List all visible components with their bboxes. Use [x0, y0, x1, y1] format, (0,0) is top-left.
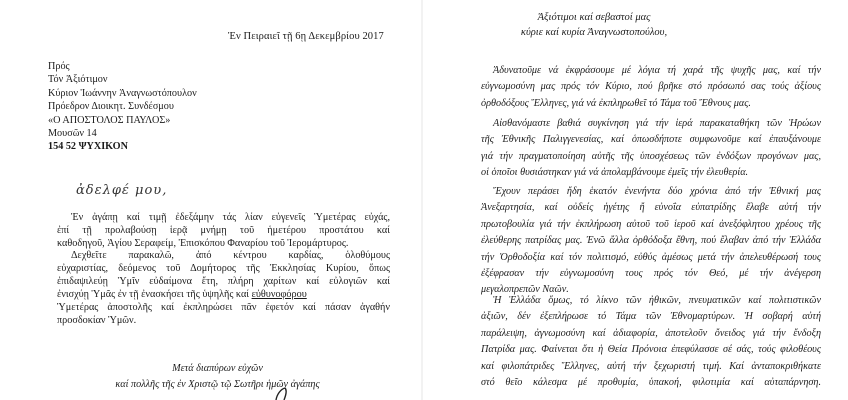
closing-line: καί πολλῆς τῆς ἐν Χριστῷ τῷ Σωτῆρι ἡμῶν ἀγάπης — [115, 379, 320, 390]
text-line — [57, 289, 390, 302]
text-line: προσδοκίαν Ὑμῶν. — [57, 314, 137, 326]
text-line: Ἡ Ἑλλάδα ὅμως, τό λίκνο τῶν ἠθικῶν, πνευματικῶν καί πολιτιστικῶν — [493, 295, 821, 306]
address-line: Πρόεδρον Διοικητ. Συνδέσμου — [48, 101, 174, 113]
text-line: τῆς Ἐθνικῆς Παλιγγενεσίας, καί ὁπωσδήποτε συμφωνοῦμε καί ἐπαυξάνουμε — [481, 134, 821, 146]
text-line: Ἀνεξαρτησία, καί οὐδείς ἡγέτης ἤ εὐνοΐα εὐπατρίδης ἔλαβε αὐτή τήν — [481, 202, 821, 214]
text-line: οἱ ὁποῖοι θυσιάστηκαν γιά νά ἀπολαμβάνουμε ἐμεῖς τήν ἐλευθερία. — [481, 167, 749, 179]
text-line: στό θεῖο κάλεσμα μέ προθυμία, ὑπακοή, φιλοτιμία καί αὐταπάρνηση. — [481, 377, 821, 389]
text-line: ἐξέφρασαν τήν εὐγνωμοσύνη τους πρός τόν Θεό, μέ τήν ἀνέγερση — [481, 268, 821, 280]
dateline: Ἐν Πειραιεῖ τῇ 6ῃ Δεκεμβρίου 2017 — [228, 31, 384, 42]
salutation-line: Ἀξιότιμοι καί σεβαστοί μας — [537, 12, 651, 23]
text-line: Ὑμετέρας ἀποστολῆς καί ἐκπληρώσει πᾶν ἐφετόν καί πάσαν ἀγαθήν — [57, 301, 390, 313]
letter-paragraph-3 — [481, 184, 821, 299]
text-line: μεγαλοπρεπῶν Ναῶν. — [481, 284, 569, 296]
letter-paragraph-2 — [481, 116, 821, 182]
recipient-address — [48, 60, 197, 154]
left-letter-page — [0, 0, 420, 400]
text-line: εὐχαριστίας, δεόμενος τοῦ Δομήτορος τῆς Ἐκκλησίας Κυρίου, ὅπως — [57, 262, 390, 274]
text-line: Δεχθεῖτε παρακαλῶ, ἀπό κέντρου καρδίας, ὁλοθύμους — [71, 250, 390, 261]
text-line: ἐπιδαψιλεύῃ Ὑμῖν εὐδαίμονα ἔτη, πλήρη χαρίτων καί εὐλογιῶν καί — [57, 275, 390, 287]
text-line: ἐλεύθερης πατρίδας μας. Ἐνῶ ἄλλα ὀρθόδοξα ἔθνη, πού ἔλαβαν ἀπό τήν Ἑλλάδα — [481, 235, 821, 247]
salutation — [424, 10, 806, 40]
text-line: παράλειψη, ἀγνωμοσύνη καί ἀδιαφορία, ἀποτελοῦν ὄνειδος γιά τήν ἔνδοξη — [481, 327, 821, 339]
letter-paragraph-1 — [481, 63, 821, 112]
text-line: Αἰσθανόμαστε βαθιά συγκίνηση γιά τήν ἱερά παρακαταθήκη τῶν Ἡρώων — [493, 118, 821, 129]
text-line: τήν Ὀρθοδοξία καί τόν πολιτισμό, εὐθύς ἀμέσως μετά τήν ἀπελευθέρωσή τους — [481, 251, 821, 263]
text-line: γιά τήν πραγματοποίηση αὐτῆς τῆς ὑποσχέσεως τῶν ἐνδόξων προγόνων μας, — [481, 150, 821, 162]
text-line: καθοδηγοῦ, Ἁγίου Σεραφείμ, Ἐπισκόπου Φαναρίου τοῦ Ἱερομάρτυρος. — [57, 237, 349, 249]
salutation-line: κύριε καί κυρία Ἀναγνωστοπούλου, — [520, 27, 668, 38]
text-line: καί φιλοπάτριδες Ἕλληνες, αὐτή τήν ξεχωριστή τιμή. Καί ἀνταποκριθήκατε — [481, 360, 821, 372]
text-line: Ἐν ἀγάπῃ καί τιμῇ ἐδεξάμην τάς λίαν εὐγενεῖς Ὑμετέρας εὐχάς, — [71, 212, 390, 223]
letter-paragraph-1 — [57, 212, 390, 251]
address-line: «Ο ΑΠΟΣΤΟΛΟΣ ΠΑΥΛΟΣ» — [48, 114, 171, 126]
address-line: Πρός — [48, 61, 70, 72]
address-line: Κύριον Ἰωάννην Ἀναγνωστόπουλον — [48, 87, 197, 99]
letter-paragraph-4 — [481, 293, 821, 391]
signature-stroke — [272, 386, 290, 400]
text-line: ἀξιῶν, δέν ἐξεπλήρωσε τό Τάμα τῶν Ἐθνομαρτύρων. Ἡ σοβαρή αὐτή — [481, 311, 821, 323]
address-line: 154 52 ΨΥΧΙΚΟΝ — [48, 141, 128, 153]
right-letter-page — [424, 0, 848, 400]
text-line: ὀρθοδόξους Ἕλληνες, γιά νά ἐκπληρωθεῖ τό Τάμα τοῦ Ἔθνους μας. — [481, 97, 751, 109]
page-divider — [421, 0, 423, 400]
address-line: Μουσῶν 14 — [48, 128, 97, 140]
closing-line: Μετά διαπύρων εὐχῶν — [172, 363, 263, 374]
underlined-word: εὐθυνοφόρου — [251, 288, 307, 300]
text-line: εὐγνωμοσύνη μας πρός τόν Κύριο, πού βρῆκε στό πρόσωπό σας τούς ἀξίους — [481, 81, 821, 93]
text-line: Ἀδυνατοῦμε νά ἐκφράσουμε μέ λόγια τή χαρά τῆς ψυχῆς μας, καί τήν — [493, 65, 821, 76]
closing-formula — [50, 361, 385, 393]
handwritten-greeting: ἀδελφέ μου, — [76, 183, 168, 198]
letter-paragraph-2 — [57, 250, 390, 327]
text-line: ἐπί τῇ προλαβούσῃ ἱερᾷ μνήμῃ τοῦ ἡμετέρου προστάτου καί — [57, 224, 390, 236]
text-line: Ἔχουν περάσει ἤδη ἑκατόν ἐνενήντα δύο χρόνια ἀπό τήν Ἐθνική μας — [493, 186, 821, 197]
address-line: Τόν Ἀξιότιμον — [48, 74, 108, 86]
text-line: Πατρίδα μας. Φαίνεται ὅτι ἡ Θεία Πρόνοια ἐπεφύλασσε σέ σάς, τούς φιλοθέους — [481, 344, 821, 356]
text-line: πρωτοβουλία γιά τήν ἐκπλήρωση αὐτοῦ τοῦ ἱεροῦ καί ἀνεξόφλητου χρέους τῆς — [481, 218, 821, 230]
text-fragment: ἐνισχύῃ Ὑμᾶς ἐν τῇ ἐνασκήσει τῆς ὑψηλῆς καί — [57, 288, 252, 300]
